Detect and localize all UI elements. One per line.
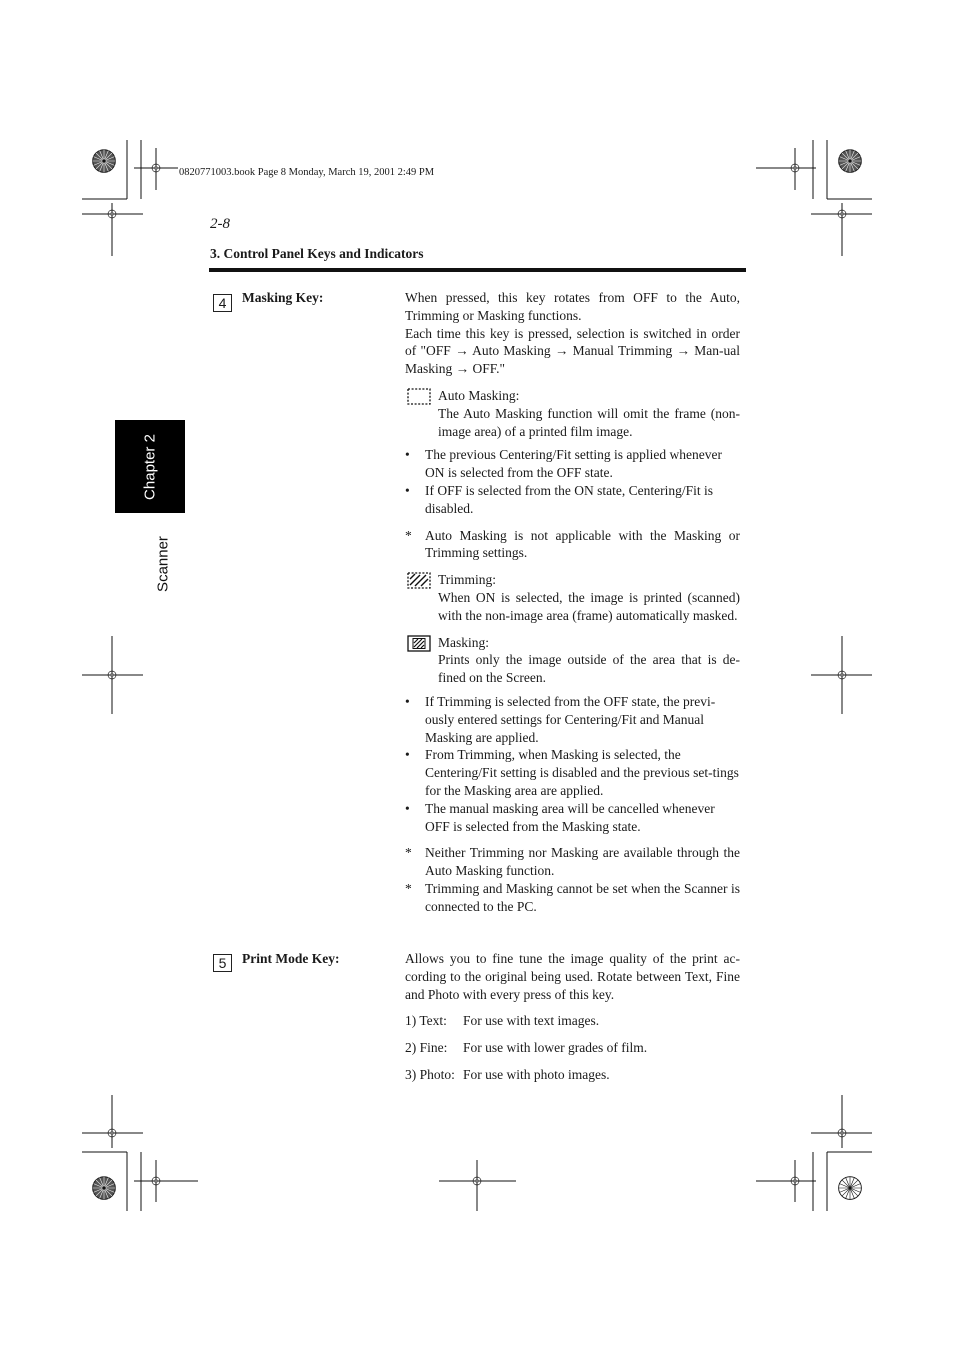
note-item [405, 844, 740, 880]
bullet-mark: • [405, 693, 410, 709]
masking-title: Masking: [438, 634, 490, 650]
auto-note-text: Auto Masking is not applicable with the Masking or Trimming settings. [425, 527, 740, 561]
page-number: 2-8 [210, 216, 230, 232]
note-item [405, 527, 740, 563]
chapter-label: Chapter 2 [141, 433, 159, 500]
asterisk-mark: * [405, 845, 412, 861]
trimming-title: Trimming: [438, 572, 497, 588]
file-info: 0820771003.book Page 8 Monday, March 19, 2001 2:49 PM [179, 167, 435, 178]
masking-bullet-text: From Trimming, when Masking is selected, the Centering/Fit setting is disabled and the previous set-tings for the Masking area are applied. [425, 747, 739, 798]
key-number-badge: 4 [213, 294, 232, 312]
auto-masking-title: Auto Masking: [438, 387, 520, 403]
masking-intro-2: Each time this key is pressed, selection is switched in order of "OFF → Auto Masking → Manual Trimming → Man-ual Masking → OFF." [405, 325, 740, 377]
topic-label: Scanner [154, 536, 172, 592]
mode-label: 1) Text: [405, 1013, 447, 1029]
masking-text: Prints only the image outside of the area that is de-fined on the Screen. [438, 652, 740, 686]
bullet-mark: • [405, 800, 410, 816]
list-item [405, 446, 740, 482]
asterisk-mark: * [405, 880, 412, 896]
trimming-section [405, 571, 740, 624]
list-item [405, 746, 740, 799]
print-mode-text: Allows you to fine tune the image quality of the print ac-cording to the original being used. Rotate between Text, Fine and Photo with every press of this key. [405, 951, 740, 1002]
trimming-text: When ON is selected, the image is printed (scanned) with the non-image area (frame) automatically masked. [438, 589, 740, 623]
section-title: 3. Control Panel Keys and Indicators [210, 246, 424, 261]
masking-note-text: Neither Trimming nor Masking are available through the Auto Masking function. [425, 845, 740, 879]
bullet-mark: • [405, 447, 410, 463]
mode-item [405, 1066, 740, 1084]
asterisk-mark: * [405, 527, 412, 543]
mode-text: For use with lower grades of film. [463, 1040, 648, 1056]
mode-item [405, 1039, 740, 1057]
masking-bullet-text: If Trimming is selected from the OFF state, the previ-ously entered settings for Centering/Fit and Manual Masking are applied. [425, 693, 716, 745]
mode-text: For use with text images. [463, 1013, 600, 1029]
mode-label: 3) Photo: [405, 1066, 455, 1082]
mode-text: For use with photo images. [463, 1066, 610, 1082]
bullet-mark: • [405, 747, 410, 763]
masking-icon [407, 635, 431, 652]
mode-item [405, 1012, 740, 1030]
print-mode-key-label: Print Mode Key: [242, 951, 340, 966]
key-number-badge: 5 [213, 954, 232, 972]
list-item [405, 800, 740, 836]
masking-section [405, 634, 740, 687]
header-rule [209, 268, 746, 272]
masking-key-label: Masking Key: [242, 290, 324, 305]
bullet-mark: • [405, 482, 410, 498]
auto-masking-icon [407, 388, 431, 405]
print-mode-description [405, 950, 740, 1084]
list-item [405, 693, 740, 746]
auto-bullet-text: The previous Centering/Fit setting is applied whenever ON is selected from the OFF state. [425, 447, 722, 481]
masking-key-description [405, 289, 740, 916]
auto-bullet-text: If OFF is selected from the ON state, Centering/Fit is disabled. [425, 482, 713, 516]
auto-masking-section [405, 387, 740, 440]
masking-intro-1: When pressed, this key rotates from OFF to the Auto, Trimming or Masking functions. [405, 290, 740, 323]
list-item [405, 482, 740, 518]
masking-note-text: Trimming and Masking cannot be set when the Scanner is connected to the PC. [425, 880, 740, 914]
mode-label: 2) Fine: [405, 1040, 448, 1056]
trimming-icon [407, 572, 431, 589]
topic-tab [133, 537, 193, 597]
note-item [405, 880, 740, 916]
chapter-tab [115, 420, 185, 513]
auto-masking-text: The Auto Masking function will omit the frame (non-image area) of a printed film image. [438, 405, 740, 439]
masking-bullet-text: The manual masking area will be cancelled whenever OFF is selected from the Masking state. [425, 800, 715, 834]
